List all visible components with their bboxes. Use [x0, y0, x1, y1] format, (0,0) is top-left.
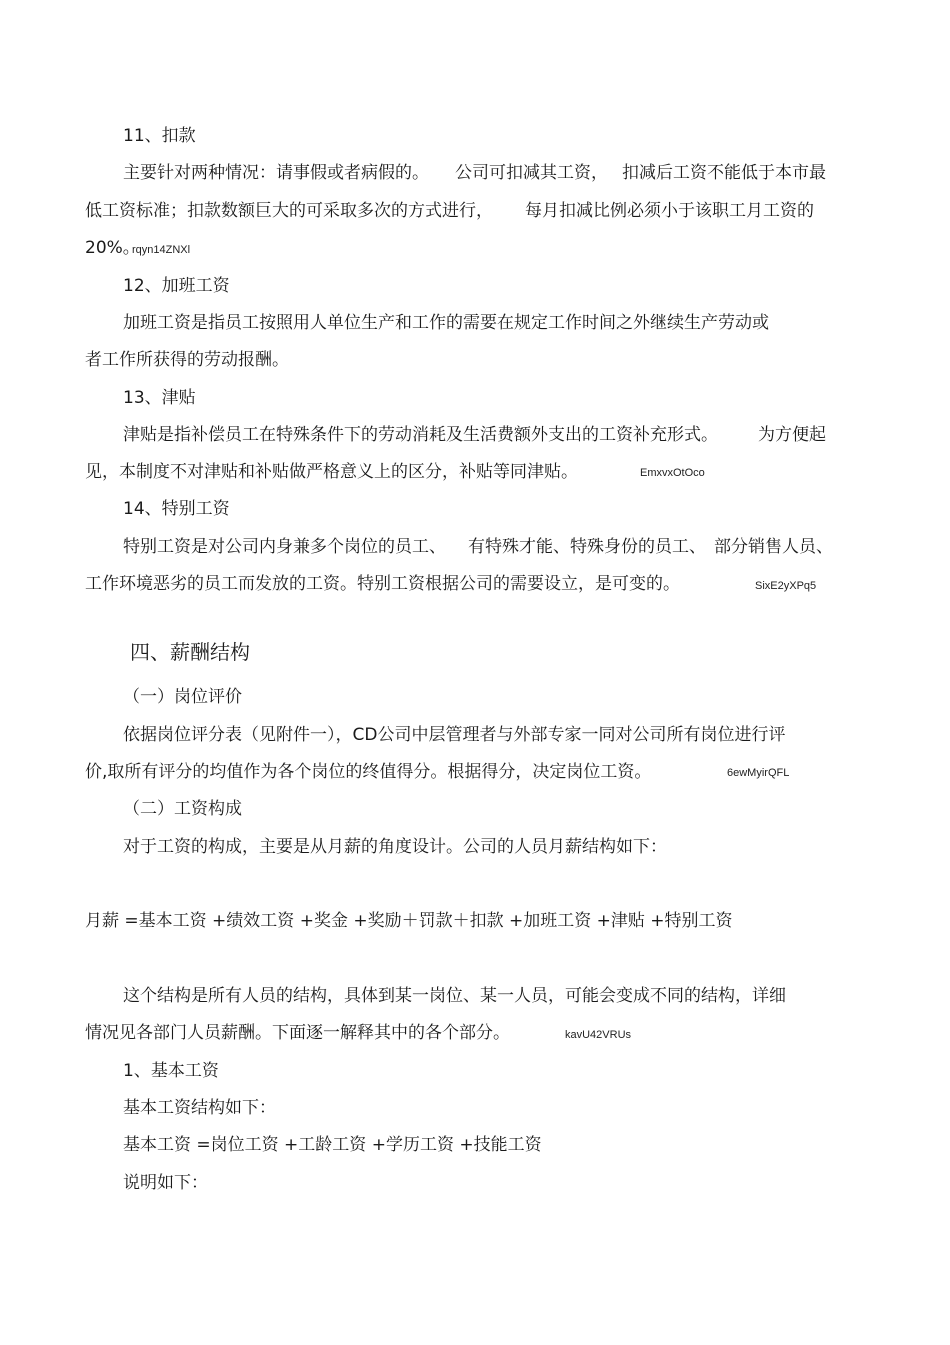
section-11-line-3: 20%。 [85, 238, 140, 258]
basic-wage-heading: 1、基本工资 [123, 1061, 219, 1081]
subsection-1-heading: （一）岗位评价 [123, 687, 242, 707]
section-13-line-2: 见，本制度不对津贴和补贴做严格意义上的区分，补贴等同津贴。 [85, 462, 578, 482]
section-11-heading: 11、扣款 [123, 126, 196, 146]
subsection-2-line-1: 对于工资的构成，主要是从月薪的角度设计。公司的人员月薪结构如下： [123, 837, 667, 857]
section-13-line-1: 津贴是指补偿员工在特殊条件下的劳动消耗及生活费额外支出的工资补充形式。 为方便起 [123, 425, 826, 445]
subsection-2-heading: （二）工资构成 [123, 799, 242, 819]
section-14-line-2: 工作环境恶劣的员工而发放的工资。特别工资根据公司的需要设立，是可变的。 [85, 574, 680, 594]
subsection-1-line-2: 价,取所有评分的均值作为各个岗位的终值得分。根据得分，决定岗位工资。 [85, 762, 652, 782]
basic-wage-line-1: 基本工资结构如下： [123, 1098, 276, 1118]
subsection-2-para-2: 情况见各部门人员薪酬。下面逐一解释其中的各个部分。 [85, 1023, 510, 1043]
section-12-line-2: 者工作所获得的劳动报酬。 [85, 350, 289, 370]
section-14-line-1: 特别工资是对公司内身兼多个岗位的员工、 有特殊才能、特殊身份的员工、 部分销售人员、 [123, 537, 833, 557]
basic-wage-line-3: 说明如下： [123, 1173, 208, 1193]
salary-formula: 月薪 =基本工资 +绩效工资 +奖金 +奖励＋罚款＋扣款 +加班工资 +津贴 +特别工资 [85, 911, 733, 931]
section-12-heading: 12、加班工资 [123, 276, 230, 296]
doc-code: 6ewMyirQFL [727, 767, 790, 779]
doc-code: EmxvxOtOco [640, 467, 705, 479]
section-4-title: 四、薪酬结构 [130, 640, 250, 664]
doc-code: rqyn14ZNXl [132, 244, 191, 256]
subsection-1-line-1: 依据岗位评分表（见附件一），CD公司中层管理者与外部专家一同对公司所有岗位进行评 [123, 725, 786, 745]
section-14-heading: 14、特别工资 [123, 499, 230, 519]
subsection-2-para-1: 这个结构是所有人员的结构，具体到某一岗位、某一人员，可能会变成不同的结构，详细 [123, 986, 786, 1006]
section-13-heading: 13、津贴 [123, 388, 196, 408]
section-11-line-1: 主要针对两种情况：请事假或者病假的。 公司可扣减其工资， 扣减后工资不能低于本市最 [123, 163, 826, 183]
doc-code: SixE2yXPq5 [755, 580, 817, 592]
basic-wage-formula: 基本工资 =岗位工资 +工龄工资 +学历工资 +技能工资 [123, 1135, 542, 1155]
section-12-line-1: 加班工资是指员工按照用人单位生产和工作的需要在规定工作时间之外继续生产劳动或 [123, 313, 769, 333]
doc-code: kavU42VRUs [565, 1029, 632, 1041]
section-11-line-2: 低工资标准；扣款数额巨大的可采取多次的方式进行， 每月扣减比例必须小于该职工月工资的 [85, 201, 814, 221]
